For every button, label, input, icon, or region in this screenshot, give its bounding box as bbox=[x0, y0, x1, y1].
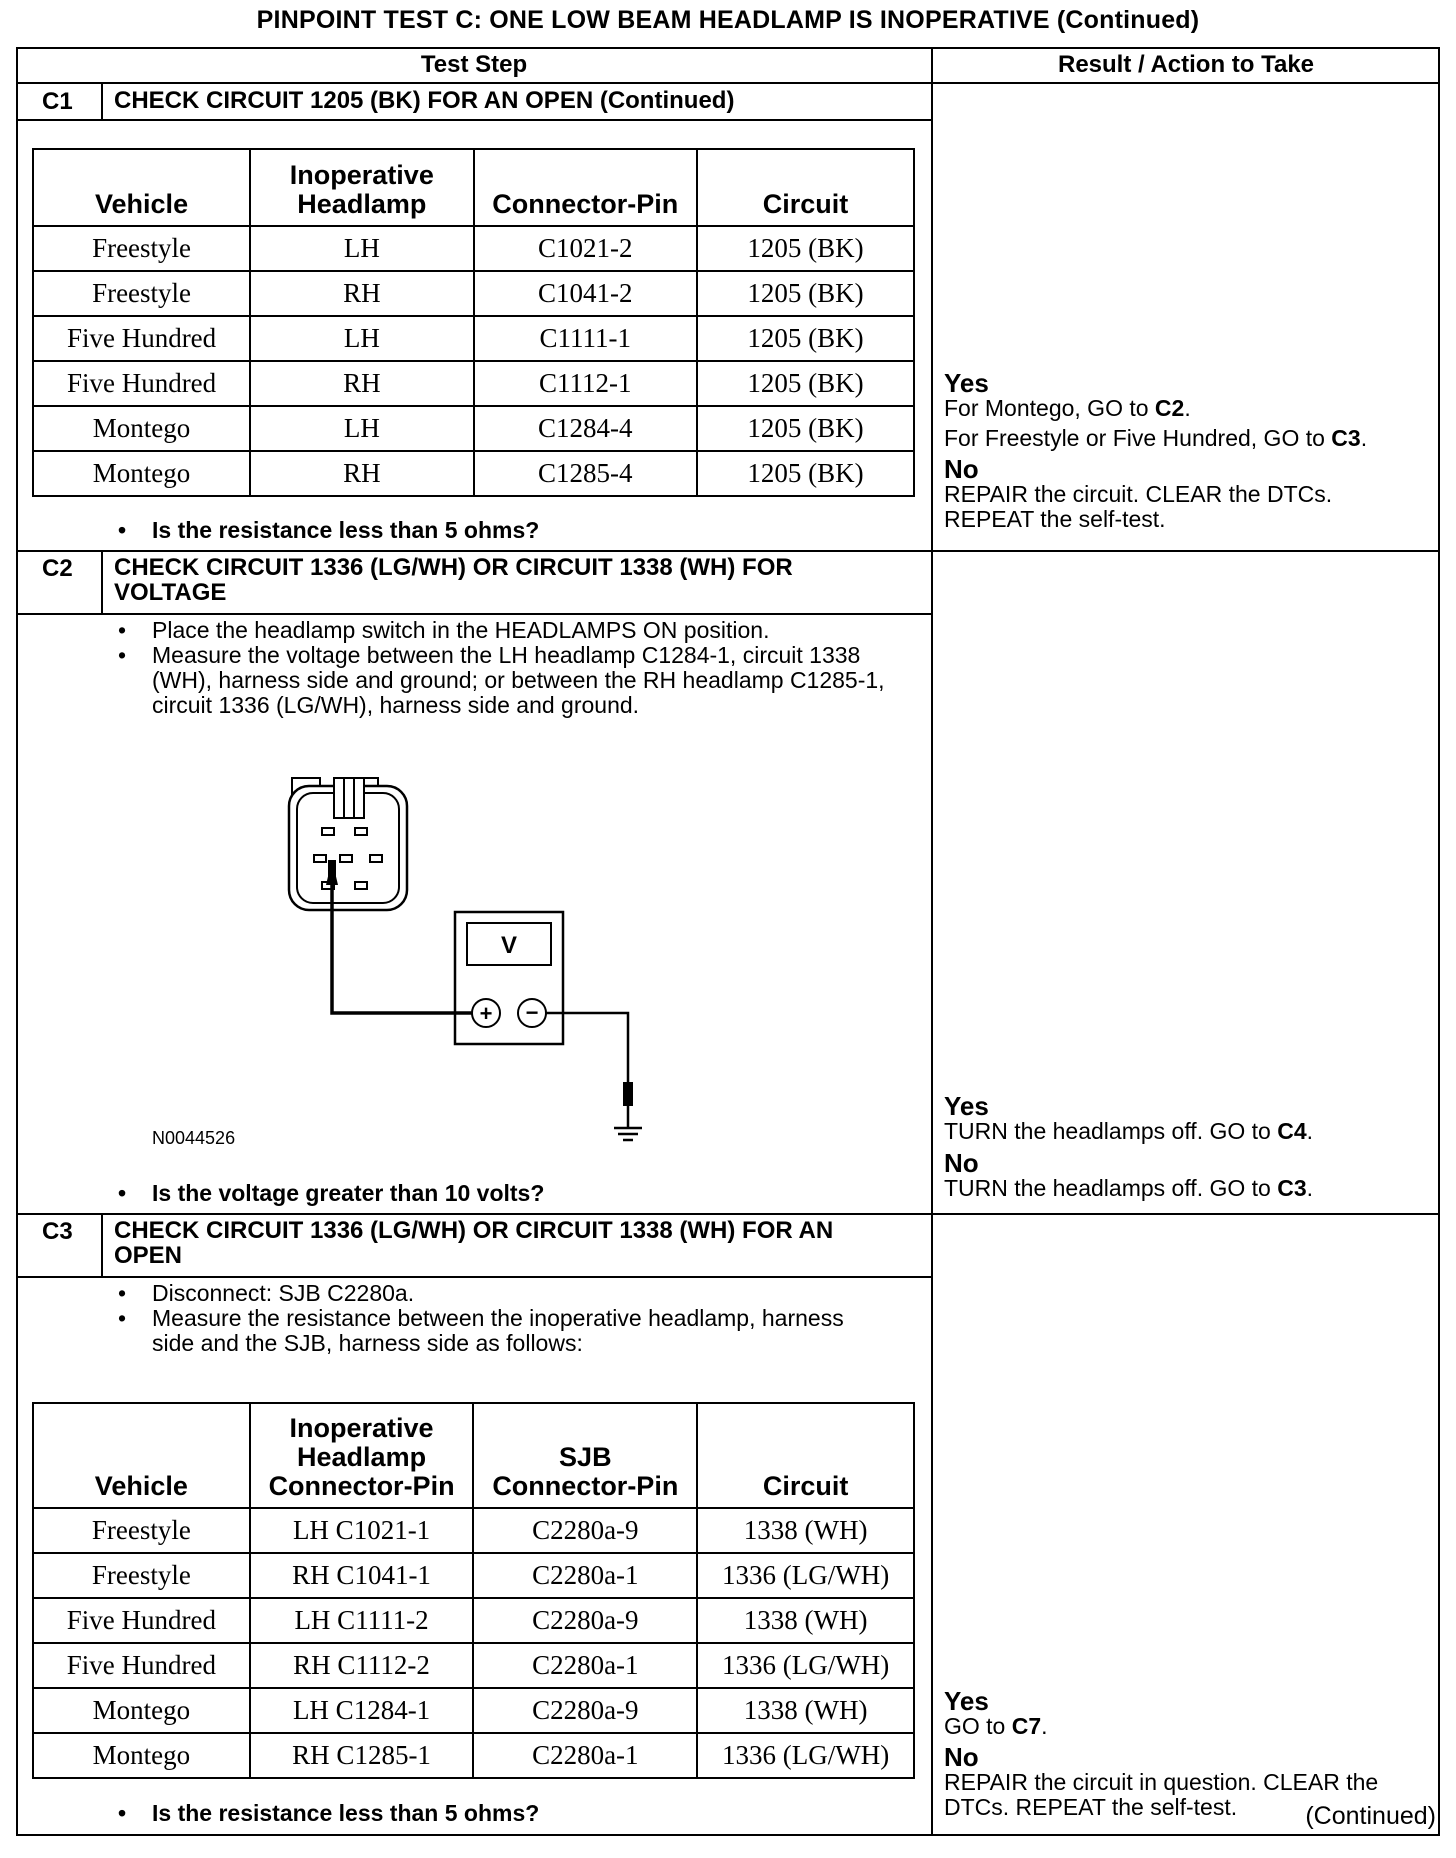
cell: 1338 (WH) bbox=[697, 1688, 914, 1733]
page-title: PINPOINT TEST C: ONE LOW BEAM HEADLAMP IS INOPERATIVE (Continued) bbox=[256, 6, 1200, 34]
c1-col-headlamp bbox=[250, 149, 473, 226]
table-row bbox=[33, 1733, 914, 1778]
cell: RH C1041-1 bbox=[250, 1553, 474, 1598]
column-divider bbox=[931, 47, 933, 1836]
c3-no-text: REPAIR the circuit in question. CLEAR the DTCs. REPEAT the self-test. bbox=[944, 1769, 1379, 1820]
minus-label: − bbox=[525, 1000, 539, 1025]
text: . bbox=[1306, 1175, 1314, 1201]
c1-no-text: REPAIR the circuit. CLEAR the DTCs. REPEAT the self-test. bbox=[944, 481, 1333, 532]
cell: C2280a-1 bbox=[473, 1643, 697, 1688]
bullet-icon: • bbox=[118, 1280, 127, 1306]
cell: LH C1111-2 bbox=[250, 1598, 474, 1643]
cell: RH bbox=[250, 361, 473, 406]
c2-yes-label: Yes bbox=[944, 1091, 989, 1121]
cell: LH bbox=[250, 226, 473, 271]
cell: C2280a-1 bbox=[473, 1553, 697, 1598]
connector-latch bbox=[334, 778, 364, 818]
c3-yes-label: Yes bbox=[944, 1686, 989, 1716]
cell: C1021-2 bbox=[474, 226, 697, 271]
text: GO to bbox=[944, 1713, 1012, 1739]
cell: C1111-1 bbox=[474, 316, 697, 361]
cell: 1205 (BK) bbox=[697, 406, 914, 451]
table-row bbox=[33, 226, 914, 271]
probe-handle bbox=[328, 860, 336, 885]
c1-result bbox=[944, 370, 1434, 532]
c3-col-headlamp bbox=[250, 1403, 474, 1508]
cell: Freestyle bbox=[33, 226, 250, 271]
bullet-icon: • bbox=[118, 1800, 127, 1826]
c3-col-vehicle: Vehicle bbox=[33, 1403, 250, 1508]
c1-connector-table bbox=[32, 148, 915, 497]
cell: 1338 (WH) bbox=[697, 1508, 914, 1553]
table-row bbox=[33, 271, 914, 316]
c3-id-divider bbox=[101, 1213, 103, 1278]
cell: C1041-2 bbox=[474, 271, 697, 316]
table-row bbox=[33, 316, 914, 361]
step-ref: C3 bbox=[1277, 1175, 1307, 1201]
text: . bbox=[1184, 395, 1191, 421]
cell: C2280a-9 bbox=[473, 1688, 697, 1733]
c3-no-label: No bbox=[944, 1742, 979, 1772]
cell: Five Hundred bbox=[33, 1643, 250, 1688]
cell: Montego bbox=[33, 451, 250, 496]
step-ref: C3 bbox=[1331, 425, 1361, 451]
c1-id-divider bbox=[101, 82, 103, 120]
c1-col-circuit: Circuit bbox=[697, 149, 914, 226]
c1-col-connector: Connector-Pin bbox=[474, 149, 697, 226]
voltmeter-connector-diagram bbox=[260, 760, 680, 1160]
c1-col-headlamp-label: Inoperative Headlamp bbox=[289, 160, 434, 219]
cell: 1205 (BK) bbox=[697, 226, 914, 271]
step-id-c3: C3 bbox=[42, 1218, 73, 1245]
c3-bullet-2 bbox=[118, 1305, 872, 1356]
c3-question bbox=[118, 1800, 912, 1826]
c2-no-label: No bbox=[944, 1148, 979, 1178]
step-id-c1: C1 bbox=[42, 88, 73, 115]
test-step-header: Test Step bbox=[420, 51, 528, 78]
figure-id: N0044526 bbox=[152, 1128, 236, 1148]
c3-connector-table bbox=[32, 1402, 915, 1779]
cell: Montego bbox=[33, 1688, 250, 1733]
c3-col-circuit: Circuit bbox=[697, 1403, 914, 1508]
cell: Five Hundred bbox=[33, 1598, 250, 1643]
cell: Freestyle bbox=[33, 1508, 250, 1553]
cell: C2280a-9 bbox=[473, 1508, 697, 1553]
step-title-c1: CHECK CIRCUIT 1205 (BK) FOR AN OPEN (Continued) bbox=[114, 87, 735, 114]
c1-col-vehicle: Vehicle bbox=[33, 149, 250, 226]
cell: LH C1021-1 bbox=[250, 1508, 474, 1553]
cell: Montego bbox=[33, 406, 250, 451]
c1-title-divider bbox=[16, 119, 932, 121]
c1-no-label: No bbox=[944, 454, 979, 484]
table-row bbox=[33, 1688, 914, 1733]
c1-yes-label: Yes bbox=[944, 368, 989, 398]
c2-question-text: Is the voltage greater than 10 volts? bbox=[152, 1180, 545, 1206]
cell: 1205 (BK) bbox=[697, 361, 914, 406]
c2-result bbox=[944, 1093, 1434, 1201]
c1-yes-line1 bbox=[944, 396, 1434, 421]
cell: LH bbox=[250, 316, 473, 361]
c1-question bbox=[118, 517, 912, 543]
cell: 1205 (BK) bbox=[697, 316, 914, 361]
step-ref: C4 bbox=[1277, 1118, 1307, 1144]
cell: RH C1285-1 bbox=[250, 1733, 474, 1778]
c2-yes-text bbox=[944, 1119, 1434, 1144]
c1-question-text: Is the resistance less than 5 ohms? bbox=[152, 517, 540, 543]
ground-icon bbox=[614, 1106, 642, 1140]
text: For Montego, GO to bbox=[944, 395, 1155, 421]
cell: Freestyle bbox=[33, 1553, 250, 1598]
table-row bbox=[33, 361, 914, 406]
cell: Five Hundred bbox=[33, 316, 250, 361]
c2-no-text bbox=[944, 1176, 1434, 1201]
cell: 1336 (LG/WH) bbox=[697, 1643, 914, 1688]
table-row bbox=[33, 1508, 914, 1553]
c3-col-sjb bbox=[473, 1403, 697, 1508]
text: For Freestyle or Five Hundred, GO to bbox=[944, 425, 1332, 451]
c3-bullet-1 bbox=[118, 1280, 912, 1306]
bullet-icon: • bbox=[118, 1305, 127, 1331]
cell: Montego bbox=[33, 1733, 250, 1778]
cell: C2280a-1 bbox=[473, 1733, 697, 1778]
c2-bullet-2-text: Measure the voltage between the LH headlamp C1284-1, circuit 1338 (WH), harness side and ground; or between the RH headlamp C1285-1, circuit 1336 (LG/WH), harness side and ground. bbox=[152, 642, 885, 718]
table-row bbox=[33, 1643, 914, 1688]
c3-col-headlamp-label: Inoperative Headlamp Connector-Pin bbox=[268, 1413, 455, 1501]
step-ref: C2 bbox=[1154, 395, 1185, 421]
text: . bbox=[1360, 425, 1368, 451]
cell: 1205 (BK) bbox=[697, 451, 914, 496]
c2-id-divider bbox=[101, 550, 103, 615]
c3-question-text: Is the resistance less than 5 ohms? bbox=[152, 1800, 540, 1826]
table-row bbox=[33, 1598, 914, 1643]
table-row bbox=[33, 1553, 914, 1598]
cell: Five Hundred bbox=[33, 361, 250, 406]
c2-question bbox=[118, 1180, 912, 1206]
cell: RH C1112-2 bbox=[250, 1643, 474, 1688]
cell: Freestyle bbox=[33, 271, 250, 316]
plus-label: + bbox=[479, 1001, 493, 1026]
table-row bbox=[33, 451, 914, 496]
meter-label: V bbox=[500, 932, 518, 959]
text: . bbox=[1041, 1713, 1048, 1739]
step-ref: C7 bbox=[1011, 1713, 1042, 1739]
text: TURN the headlamps off. GO to bbox=[944, 1175, 1278, 1201]
text: . bbox=[1306, 1118, 1314, 1144]
step-title-c2: CHECK CIRCUIT 1336 (LG/WH) OR CIRCUIT 1338 (WH) FOR VOLTAGE bbox=[114, 554, 793, 606]
header-divider bbox=[16, 82, 1440, 84]
c2-bullet-2 bbox=[118, 642, 912, 718]
result-header: Result / Action to Take bbox=[1057, 51, 1315, 78]
cell: C1112-1 bbox=[474, 361, 697, 406]
cell: 1338 (WH) bbox=[697, 1598, 914, 1643]
cell: C2280a-9 bbox=[473, 1598, 697, 1643]
c3-yes-text bbox=[944, 1714, 1434, 1739]
c1-yes-line2 bbox=[944, 426, 1434, 451]
bullet-icon: • bbox=[118, 517, 127, 543]
cell: C1285-4 bbox=[474, 451, 697, 496]
c1-c2-divider bbox=[16, 550, 1440, 552]
c2-title-divider bbox=[16, 613, 932, 615]
c2-c3-divider bbox=[16, 1213, 1440, 1215]
bullet-icon: • bbox=[118, 1180, 127, 1206]
cell: LH bbox=[250, 406, 473, 451]
table-row bbox=[33, 406, 914, 451]
cell: 1336 (LG/WH) bbox=[697, 1733, 914, 1778]
cell: RH bbox=[250, 271, 473, 316]
text: TURN the headlamps off. GO to bbox=[944, 1118, 1278, 1144]
c3-result bbox=[944, 1688, 1434, 1820]
c3-title-divider bbox=[16, 1276, 932, 1278]
bullet-icon: • bbox=[118, 617, 127, 643]
cell: LH C1284-1 bbox=[250, 1688, 474, 1733]
cell: C1284-4 bbox=[474, 406, 697, 451]
c3-bullet-2-text: Measure the resistance between the inoperative headlamp, harness side and the SJB, harness side as follows: bbox=[152, 1305, 844, 1356]
c2-bullet-1 bbox=[118, 617, 912, 643]
ground-clip bbox=[623, 1082, 633, 1106]
step-title-c3: CHECK CIRCUIT 1336 (LG/WH) OR CIRCUIT 1338 (WH) FOR AN OPEN bbox=[114, 1217, 834, 1269]
cell: 1336 (LG/WH) bbox=[697, 1553, 914, 1598]
cell: RH bbox=[250, 451, 473, 496]
c3-col-sjb-label: SJB Connector-Pin bbox=[492, 1442, 679, 1501]
c3-bullet-1-text: Disconnect: SJB C2280a. bbox=[152, 1280, 415, 1306]
c2-bullet-1-text: Place the headlamp switch in the HEADLAMPS ON position. bbox=[152, 617, 770, 643]
step-id-c2: C2 bbox=[42, 555, 73, 582]
continued-label: (Continued) bbox=[1305, 1802, 1436, 1830]
cell: 1205 (BK) bbox=[697, 271, 914, 316]
bullet-icon: • bbox=[118, 642, 127, 668]
